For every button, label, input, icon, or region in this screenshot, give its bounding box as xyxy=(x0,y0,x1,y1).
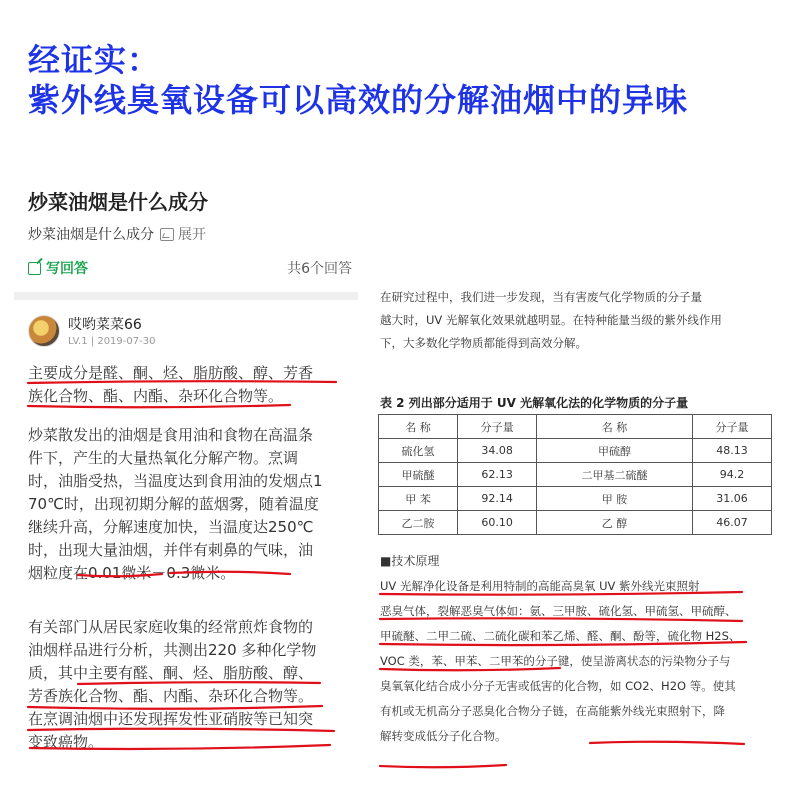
table-cell: 乙 醇 xyxy=(537,511,693,535)
underline xyxy=(78,574,162,576)
answer-line: 在烹调油烟中还发现挥发性亚硝胺等已知突 xyxy=(28,710,314,728)
table-cell: 乙二胺 xyxy=(379,511,458,535)
underline xyxy=(28,381,336,383)
answer-line: 变致癌物。 xyxy=(28,733,104,751)
table-cell: 34.08 xyxy=(458,439,537,463)
document-line: 甲硫醚、二甲二硫、二硫化碳和苯乙烯、醛、酮、酚等，硫化物 H2S、 xyxy=(380,629,741,643)
answer-date: 2019-07-30 xyxy=(97,336,156,347)
answer-line: 有关部门从居民家庭收集的经常煎炸食物的 xyxy=(28,618,314,636)
answer-line: 时，油脂受热，当温度达到食用油的发烟点1 xyxy=(28,472,323,490)
answer-line: 70℃时，出现初期分解的蓝烟雾，随着温度 xyxy=(28,495,319,513)
document-line: UV 光解净化设备是利用特制的高能高臭氧 UV 紫外线光束照射 xyxy=(380,579,700,593)
document-line: 下，大多数化学物质都能得到高效分解。 xyxy=(380,336,587,350)
answer-line: 件下，产生的大量热氧化分解产物。烹调 xyxy=(28,449,299,467)
document-line: 在研究过程中，我们进一步发现，当有害废气化学物质的分子量 xyxy=(380,290,702,304)
write-answer-label: 写回答 xyxy=(46,261,88,277)
document-line: 越大时，UV 光解氧化效果就越明显。在特种能量当级的紫外线作用 xyxy=(380,313,722,327)
underline xyxy=(28,706,322,709)
answer-line: 油烟样品进行分析，共测出220 多种化学物 xyxy=(28,641,317,659)
document-line: 恶臭气体，裂解恶臭气体如：氨、三甲胺、硫化氢、甲硫氢、甲硫醇、 xyxy=(380,604,737,618)
user-meta: LV.1 | 2019-07-30 xyxy=(68,336,156,347)
table-cell: 甲硫醇 xyxy=(537,439,693,463)
answer-line: 烟粒度在0.01微米－0.3微米。 xyxy=(28,564,236,582)
underline xyxy=(380,592,742,595)
table-header: 名 称 xyxy=(537,415,693,439)
document-line: 解转变成低分子化合物。 xyxy=(380,729,507,743)
answer-line: 族化合物、酯、内酯、杂环化合物等。 xyxy=(28,387,284,405)
document-line: VOC 类，苯、甲苯、二甲苯的分子键，使呈游离状态的污染物分子与 xyxy=(380,654,731,668)
table-header: 分子量 xyxy=(458,415,537,439)
table-title: 表 2 列出部分适用于 UV 光解氧化法的化学物质的分子量 xyxy=(380,396,689,410)
answer-line: 继续升高，分解速度加快，当温度达250℃ xyxy=(28,518,314,536)
underline xyxy=(170,572,290,574)
answer-line: 炒菜散发出的油烟是食用油和食物在高温条 xyxy=(28,426,314,444)
table-cell: 硫化氢 xyxy=(379,439,458,463)
table-cell: 31.06 xyxy=(692,487,771,511)
table-cell: 甲 苯 xyxy=(379,487,458,511)
answer-line: 芳香族化合物、酯、内酯、杂环化合物等。 xyxy=(28,687,314,705)
underline xyxy=(380,618,742,621)
table-cell: 60.10 xyxy=(458,511,537,535)
table-header: 分子量 xyxy=(692,415,771,439)
underline xyxy=(380,668,560,670)
answer-line: 质，其中主要有醛、酮、烃、脂肪酸、醇、 xyxy=(28,664,314,682)
document-line: 有机或无机高分子恶臭化合物分子链，在高能紫外线光束照射下，降 xyxy=(380,704,725,718)
question-title: 炒菜油烟是什么成分 xyxy=(28,190,208,214)
underline xyxy=(30,745,330,749)
underline xyxy=(380,765,506,767)
table-cell: 48.13 xyxy=(692,439,771,463)
underline xyxy=(78,682,320,684)
table-cell: 46.07 xyxy=(692,511,771,535)
underline xyxy=(590,742,744,744)
table-cell: 92.14 xyxy=(458,487,537,511)
table-cell: 62.13 xyxy=(458,463,537,487)
table-cell: 甲 胺 xyxy=(537,487,693,511)
answer-line: 时，出现大量油烟，并伴有刺鼻的气味，油 xyxy=(28,541,314,559)
answer-count: 共6个回答 xyxy=(287,261,352,277)
expand-label: 展开 xyxy=(178,227,206,243)
answer-line: 主要成分是醛、酮、烃、脂肪酸、醇、芳香 xyxy=(28,364,314,382)
table-cell: 94.2 xyxy=(692,463,771,487)
underline xyxy=(380,642,746,645)
underline xyxy=(28,405,290,407)
headline-line-2: 紫外线臭氧设备可以高效的分解油烟中的异味 xyxy=(28,81,689,119)
table-cell: 二甲基二硫醚 xyxy=(537,463,693,487)
question-subtitle: 炒菜油烟是什么成分 xyxy=(28,227,154,243)
user-level: LV.1 xyxy=(68,336,88,347)
underline xyxy=(28,729,334,731)
headline-line-1: 经证实： xyxy=(28,41,161,79)
section-heading: ■技术原理 xyxy=(380,554,440,568)
document-line: 臭氧氧化结合成小分子无害或低害的化合物，如 CO2、H2O 等。使其 xyxy=(380,679,736,693)
table-cell: 甲硫醚 xyxy=(379,463,458,487)
user-name[interactable]: 哎哟菜菜66 xyxy=(68,317,142,333)
table-header: 名 称 xyxy=(379,415,458,439)
